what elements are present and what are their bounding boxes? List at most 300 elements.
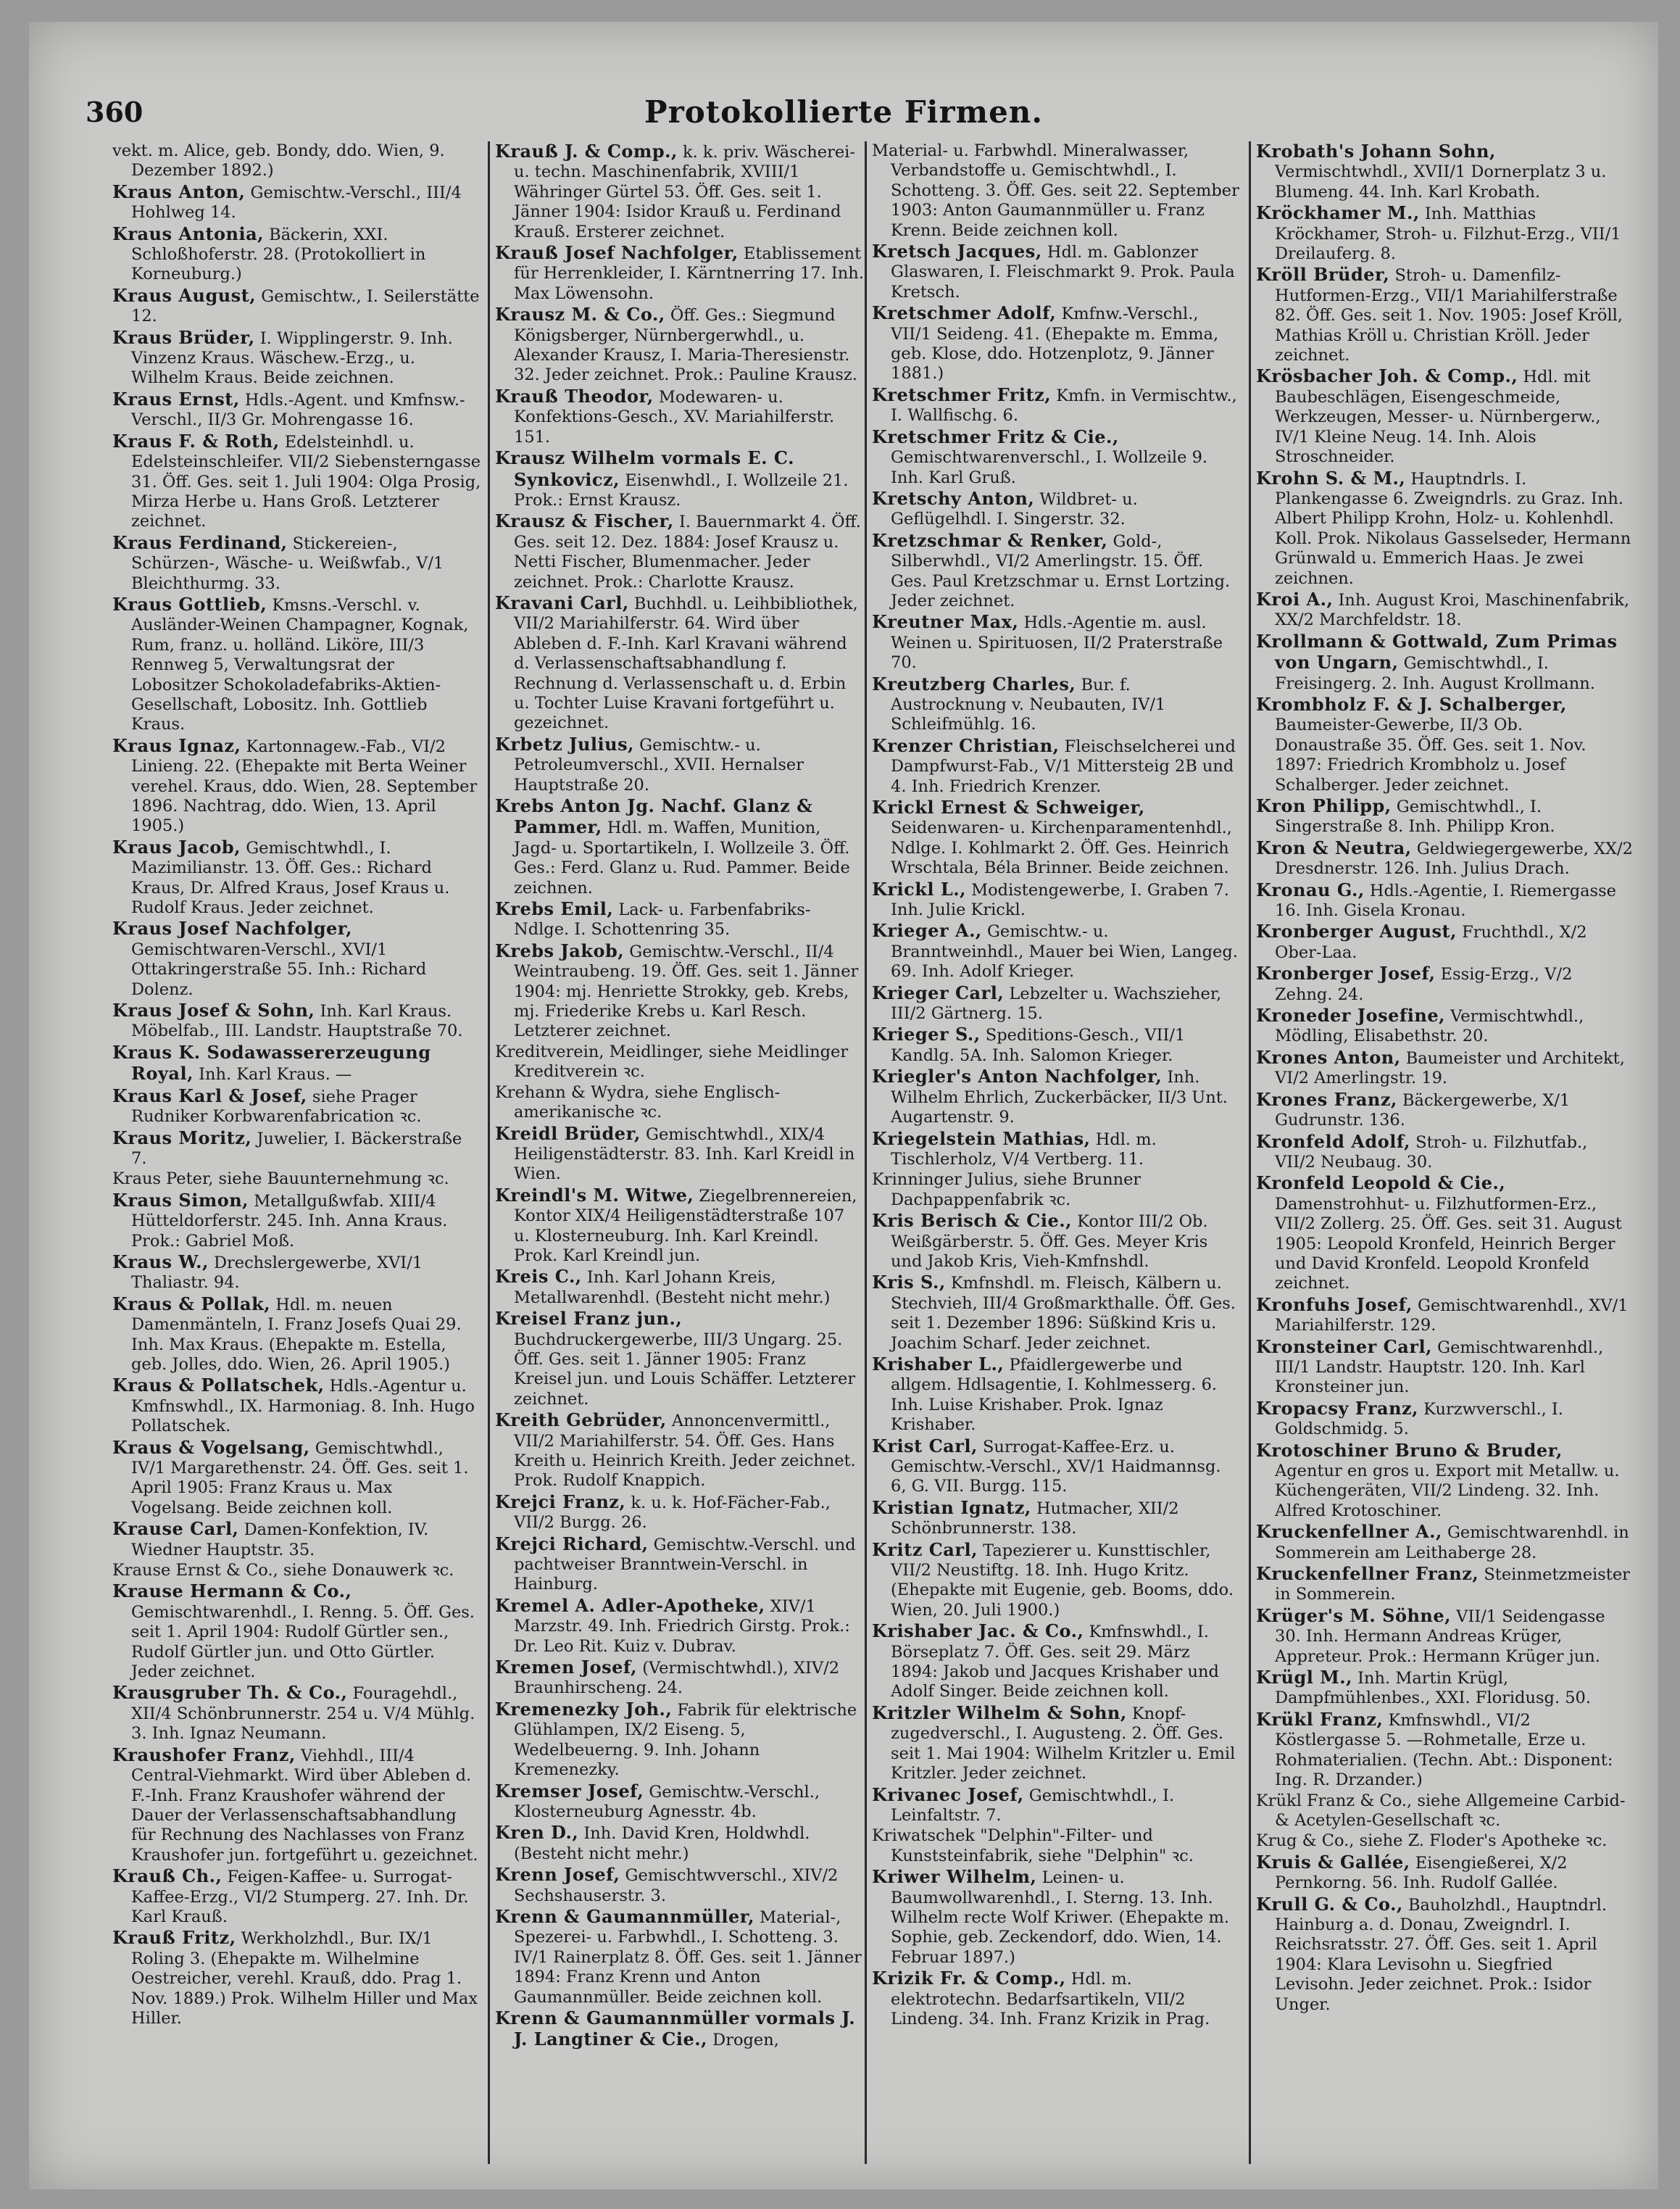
- firm-name: Kraus Josef & Sohn,: [112, 1000, 315, 1021]
- entry-details: Modewaren- u. Konfektions-Gesch., XV. Mariahilferstr. 151.: [514, 387, 835, 447]
- entry-details: Drogen,: [712, 2031, 779, 2050]
- firm-name: Kron & Neutra,: [1256, 837, 1412, 858]
- firm-name: Krebs Jakob,: [495, 940, 625, 961]
- entry-details: Stickereien-, Schürzen-, Wäsche- u. Weißwfab., V/1 Bleichthurmg. 33.: [131, 534, 444, 593]
- directory-entry: [495, 1823, 865, 1864]
- column-divider: [865, 141, 867, 2164]
- entry-details: Fouragehdl., XII/4 Schönbrunnerstr. 254 u. V/4 Mühlg. 3. Inh. Ignaz Neumann.: [131, 1684, 475, 1744]
- firm-name: Krull G. & Co.,: [1256, 1893, 1403, 1915]
- directory-entry: [1256, 880, 1633, 921]
- entry-details: Inh. Martin Krügl, Dampfmühlenbes., XXI. Floridusg. 50.: [1275, 1669, 1592, 1708]
- directory-entry: [112, 1519, 482, 1560]
- firm-name: Krishaber Jac. & Co.,: [872, 1620, 1084, 1642]
- entry-details: Kreditverein, Meidlinger, siehe Meidlinger Kreditverein ꝛc.: [495, 1042, 849, 1082]
- firm-name: Krauß J. & Comp.,: [495, 141, 678, 162]
- firm-name: Kritz Carl,: [872, 1538, 978, 1560]
- entry-details: Krükl Franz & Co., siehe Allgemeine Carbid- & Acetylen-Gesellschaft ꝛc.: [1256, 1791, 1626, 1830]
- directory-entry: [872, 427, 1242, 488]
- entry-details: I. Bauernmarkt 4. Öff. Ges. seit 12. Dez. 1884: Josef Krausz u. Netti Fischer, Blumenmacher. Jeder zeichnet. Prok.: Charlotte Krausz.: [514, 513, 861, 592]
- firm-name: Kreisel Franz jun.,: [495, 1308, 683, 1330]
- firm-name: Krishaber L.,: [872, 1353, 1005, 1375]
- entry-details: k. k. priv. Wäscherei- u. techn. Maschinenfabrik, XVIII/1 Währinger Gürtel 53. Öff. Ges. seit 1. Jänner 1904: Isidor Krauß u. Ferdinand Krauß. Ersterer zeichnet.: [514, 143, 855, 241]
- directory-entry: [495, 448, 865, 510]
- firm-name: Krügl M.,: [1256, 1667, 1352, 1688]
- directory-entry: [1256, 1173, 1633, 1293]
- directory-entry: [1256, 1667, 1633, 1709]
- entry-details: Seidenwaren- u. Kirchenparamentenhdl., Ndlge. I. Kohlmarkt 2. Öff. Ges. Heinrich Wrschtala, Béla Brinner. Beide zeichnen.: [891, 818, 1232, 878]
- entry-details: Gemischtwarenhdl., III/1 Landstr. Hauptstr. 120. Inh. Karl Kronsteiner jun.: [1275, 1338, 1604, 1397]
- entry-details: Speditions-Gesch., VII/1 Kandlg. 5A. Inh. Salomon Krieger.: [891, 1026, 1186, 1065]
- entry-details: Hauptndrls. I. Plankengasse 6. Zweigndrls. zu Graz. Inh. Albert Philipp Krohn, Holz- u. Kohlenhdl. Koll. Prok. Nikolaus Gasselseder, Hermann Grünwald u. Emmerich Haas. Je zwei zeichnen.: [1275, 469, 1631, 588]
- entry-details: Inh. David Kren, Holdwhdl. (Besteht nicht mehr.): [514, 1824, 810, 1863]
- directory-entry: [872, 1703, 1242, 1784]
- firm-name: Kronsteiner Carl,: [1256, 1335, 1432, 1357]
- firm-name: Krollmann & Gottwald, Zum Primas von Ungarn,: [1256, 630, 1618, 674]
- directory-entry: [872, 1498, 1242, 1539]
- entry-details: Buchdruckergewerbe, III/3 Ungarg. 25. Öff. Ges. seit 1. Jänner 1905: Franz Kreisel jun. und Louis Schäffer. Letzterer zeichnet.: [514, 1330, 856, 1409]
- entry-details: Gemischtwarenhdl., XV/1 Mariahilferstr. 129.: [1275, 1296, 1629, 1335]
- firm-name: Krebs Emil,: [495, 898, 614, 920]
- entry-details: Kmsns.-Verschl. v. Ausländer-Weinen Champagner, Kognak, Rum, franz. u. holländ. Liköre, III/3 Rennweg 5, Verwaltungsrat der Lobositzer Schokoladefabriks-Aktien-Gesellschaft, Lobositz. Inh. Gottlieb Kraus.: [131, 595, 469, 734]
- entry-details: Gemischtw.- u. Branntweinhdl., Mauer bei Wien, Langeg. 69. Inh. Adolf Krieger.: [891, 922, 1238, 982]
- directory-entry: [112, 1683, 482, 1744]
- firm-name: Kretschmer Fritz,: [872, 384, 1052, 405]
- entry-details: Gemischtw.-Verschl., III/4 Hohlweg 14.: [131, 183, 462, 223]
- directory-entry: [112, 1128, 482, 1169]
- entry-details: Material- u. Farbwhdl. Mineralwasser, Verbandstoffe u. Gemischtwhdl., I. Schotteng. 3. Öff. Ges. seit 22. September 1903: Anton Gaumannmüller u. Franz Krenn. Beide zeichnen koll.: [872, 141, 1239, 240]
- entry-details: Gemischtw.-Verschl. und pachtweiser Branntwein-Verschl. in Hainburg.: [514, 1535, 856, 1594]
- directory-entry: [112, 1561, 482, 1580]
- directory-entry: [1256, 141, 1633, 202]
- directory-entry: [872, 1436, 1242, 1497]
- entry-details: Hdls.-Agentie, I. Riemergasse 16. Inh. Gisela Kronau.: [1275, 881, 1616, 921]
- firm-name: Kravani Carl,: [495, 592, 629, 613]
- firm-name: Kriegelstein Mathias,: [872, 1127, 1091, 1149]
- firm-name: Krejci Richard,: [495, 1533, 649, 1554]
- directory-entry: [872, 736, 1242, 797]
- directory-entry: [495, 1083, 865, 1123]
- entry-details: Hdl. mit Baubeschlägen, Eisengeschmeide, Werkzeugen, Messer- u. Nürnbergerw., IV/1 Kleine Neug. 14. Inh. Alois Stroschneider.: [1275, 368, 1601, 467]
- directory-entry: [1256, 1441, 1633, 1522]
- directory-entry: [1256, 1606, 1633, 1667]
- entry-details: Gemischtwverschl., XIV/2 Sechshauserstr. 3.: [514, 1866, 839, 1905]
- entry-details: Kmfnw.-Verschl., VII/1 Seideng. 41. (Ehepakte m. Emma, geb. Klose, ddo. Hotzenplotz, 9. Jänner 1881.): [891, 304, 1219, 384]
- entry-details: Agentur en gros u. Export mit Metallw. u. Küchengeräten, VII/2 Lindeng. 32. Inh. Alfred Krotoschiner.: [1275, 1462, 1620, 1520]
- firm-name: Krüger's M. Söhne,: [1256, 1604, 1452, 1626]
- entry-details: Gemischtwhdl., I. Freisingerg. 2. Inh. August Krollmann.: [1275, 654, 1595, 693]
- directory-entry: [1256, 1048, 1633, 1089]
- entry-details: Baumeister-Gewerbe, II/3 Ob. Donaustraße 35. Öff. Ges. seit 1. Nov. 1897: Friedrich Krombholz u. Josef Schalberger. Jeder zeichnet.: [1275, 716, 1587, 795]
- column-1: [112, 141, 482, 2186]
- firm-name: Krösbacher Joh. & Comp.,: [1256, 365, 1518, 387]
- directory-entry: [1256, 838, 1633, 879]
- firm-name: Krobath's Johann Sohn,: [1256, 141, 1496, 162]
- entry-details: Fleischselcherei und Dampfwurst-Fab., V/1 Mittersteig 2B und 4. Inh. Friedrich Krenzer.: [891, 737, 1236, 796]
- firm-name: Krombholz F. & J. Schalberger,: [1256, 693, 1567, 715]
- firm-name: Kreindl's M. Witwe,: [495, 1184, 694, 1206]
- directory-entry: [872, 1621, 1242, 1702]
- directory-entry: [872, 1066, 1242, 1127]
- directory-entry: [112, 837, 482, 919]
- firm-name: Kruckenfellner A.,: [1256, 1521, 1442, 1543]
- entry-details: Material-, Spezerei- u. Farbwhdl., I. Schotteng. 3. IV/1 Rainerplatz 8. Öff. Ges. seit 1. Jänner 1894: Franz Krenn und Anton Gaumannmüller. Beide zeichnen koll.: [514, 1907, 862, 2007]
- entry-details: Hdl. m. Waffen, Munition, Jagd- u. Sportartikeln, I. Wollzeile 3. Öff. Ges.: Ferd. Glanz u. Rud. Pammer. Beide zeichnen.: [514, 818, 850, 898]
- firm-name: Krones Franz,: [1256, 1088, 1397, 1110]
- entry-details: Werkholzhdl., Bur. IX/1 Roling 3. (Ehepakte m. Wilhelmine Oestreicher, verehl. Krauß, ddo. Prag 1. Nov. 1889.) Prok. Wilhelm Hiller und Max Hiller.: [131, 1929, 478, 2028]
- entry-details: Kontor III/2 Ob. Weißgärberstr. 5. Öff. Ges. Meyer Kris und Jakob Kris, Vieh-Kmfnshdl.: [891, 1212, 1208, 1271]
- entry-details: Annoncenvermittl., VII/2 Mariahilferstr. 54. Öff. Ges. Hans Kreith u. Heinrich Kreith. Jeder zeichnet. Prok. Rudolf Knappich.: [514, 1412, 856, 1491]
- directory-entry: [112, 389, 482, 431]
- directory-entry: [872, 1129, 1242, 1170]
- directory-entry: [495, 1124, 865, 1185]
- entry-details: Inh. Karl Johann Kreis, Metallwarenhdl. (Besteht nicht mehr.): [514, 1268, 831, 1307]
- directory-entry: [112, 1438, 482, 1519]
- directory-entry: [872, 1272, 1242, 1354]
- firm-name: Kröll Brüder,: [1256, 264, 1390, 286]
- directory-entry: [1256, 1894, 1633, 2015]
- directory-entry: [872, 1170, 1242, 1210]
- firm-name: Kraus Ferdinand,: [112, 531, 288, 553]
- entry-details: Stroh- u. Damenfilz-Hutformen-Erzg., VII/1 Mariahilferstraße 82. Öff. Ges. seit 1. Nov. 1905: Josef Kröll, Mathias Kröll u. Christian Kröll. Jeder zeichnet.: [1275, 266, 1623, 365]
- entry-details: Edelsteinhdl. u. Edelsteinschleifer. VII/2 Siebensterngasse 31. Öff. Ges. seit 1. Juli 1904: Olga Prosig, Mirza Herbe u. Hans Groß. Letzterer zeichnet.: [131, 432, 481, 531]
- directory-entry: [1256, 921, 1633, 963]
- directory-entry: [112, 1375, 482, 1436]
- firm-name: Krausgruber Th. & Co.,: [112, 1682, 348, 1704]
- column-3: [872, 141, 1242, 2186]
- firm-name: Krotoschiner Bruno & Bruder,: [1256, 1439, 1563, 1461]
- entry-details: k. u. k. Hof-Fächer-Fab., VII/2 Burgg. 26.: [514, 1493, 831, 1533]
- firm-name: Krauß Fritz,: [112, 1927, 236, 1949]
- firm-name: Krause Hermann & Co.,: [112, 1580, 352, 1602]
- directory-entry: [872, 879, 1242, 921]
- firm-name: Krausz Wilhelm vormals E. C. Synkovicz,: [495, 447, 794, 490]
- entry-details: Gemischtwhdl., IV/1 Margarethenstr. 24. Öff. Ges. seit 1. April 1905: Franz Kraus u. Max Vogelsang. Beide zeichnen koll.: [131, 1438, 469, 1517]
- directory-entry: [112, 533, 482, 594]
- entry-details: Kurzwverschl., I. Goldschmidg. 5.: [1275, 1399, 1563, 1439]
- directory-entry: [1256, 1006, 1633, 1047]
- directory-entry: [872, 612, 1242, 673]
- firm-name: Kron Philipp,: [1256, 795, 1392, 816]
- firm-name: Kren D.,: [495, 1822, 579, 1844]
- firm-name: Krickl Ernest & Schweiger,: [872, 797, 1145, 818]
- firm-name: Krivanec Josef,: [872, 1783, 1024, 1805]
- directory-entry: [872, 141, 1242, 241]
- entry-details: Krehann & Wydra, siehe Englisch-amerikanische ꝛc.: [495, 1082, 781, 1122]
- entry-details: Vermischtwhdl., Mödling, Elisabethstr. 20.: [1275, 1007, 1584, 1046]
- entry-details: Eisenwhdl., I. Wollzeile 21. Prok.: Ernst Krausz.: [514, 471, 849, 510]
- firm-name: Kraus K. Sodawassererzeugung Royal,: [112, 1041, 431, 1085]
- directory-entry: [112, 594, 482, 735]
- column-4: [1256, 141, 1633, 2186]
- directory-entry: [1256, 265, 1633, 365]
- entry-details: I. Wipplingerstr. 9. Inh. Vinzenz Kraus. Wäschew.-Erzg., u. Wilhelm Kraus. Beide zeichnen.: [131, 328, 453, 388]
- directory-entry: [872, 1968, 1242, 2029]
- firm-name: Kraus Karl & Josef,: [112, 1085, 307, 1106]
- directory-entry: [1256, 796, 1633, 837]
- entry-details: Gemischtw.- u. Petroleumverschl., XVII. Hernalser Hauptstraße 20.: [514, 735, 804, 795]
- directory-entry: [112, 1252, 482, 1293]
- directory-entry: [872, 797, 1242, 879]
- entry-details: Tapezierer u. Kunsttischler, VII/2 Neustiftg. 18. Inh. Hugo Kritz. (Ehepakte mit Eugenie, geb. Booms, ddo. Wien, 20. Juli 1900.): [891, 1541, 1234, 1620]
- directory-entry: [872, 531, 1242, 612]
- firm-name: Krones Anton,: [1256, 1046, 1401, 1068]
- entry-details: (Vermischtwhdl.), XIV/2 Braunhirscheng. 24.: [514, 1659, 840, 1698]
- entry-details: Lebzelter u. Wachszieher, III/2 Gärtnerg. 15.: [891, 984, 1222, 1024]
- directory-entry: [1256, 1709, 1633, 1791]
- firm-name: Kronberger Josef,: [1256, 963, 1436, 985]
- firm-name: Kraus Anton,: [112, 181, 246, 202]
- entry-details: Gemischtw.-Verschl., II/4 Weintraubeng. 19. Öff. Ges. seit 1. Jänner 1904: mj. Henriette Strokky, geb. Krebs, mj. Friederike Krebs u. Karl Resch. Letzterer zeichnet.: [514, 942, 859, 1041]
- column-divider: [488, 141, 490, 2164]
- directory-entry: [872, 1867, 1242, 1968]
- firm-name: Kreutner Max,: [872, 611, 1019, 633]
- directory-entry: [1256, 1564, 1633, 1605]
- firm-name: Kraus Moritz,: [112, 1127, 252, 1148]
- directory-entry: [112, 286, 482, 327]
- directory-entry: [1256, 203, 1633, 264]
- entry-details: Bäckergewerbe, X/1 Gudrunstr. 136.: [1275, 1090, 1571, 1130]
- firm-name: Kretschmer Adolf,: [872, 302, 1057, 324]
- entry-details: Viehhdl., III/4 Central-Viehmarkt. Wird über Ableben d. F.-Inh. Franz Kraushofer während der Dauer der Verlassenschaftsabhandlung für Rechnung des Nachlasses von Franz Kraushofer jun. fortgeführt u. gezeichnet.: [131, 1746, 478, 1865]
- directory-entry: [495, 941, 865, 1042]
- directory-entry: [112, 1000, 482, 1042]
- directory-entry: [112, 431, 482, 532]
- entry-details: Gemischtwarenverschl., I. Wollzeile 9. Inh. Karl Gruß.: [891, 448, 1208, 487]
- entry-details: Eisengießerei, X/2 Pernkorng. 56. Inh. Rudolf Gallée.: [1275, 1853, 1568, 1893]
- firm-name: Kraus W.,: [112, 1251, 209, 1272]
- firm-name: Kruckenfellner Franz,: [1256, 1563, 1479, 1585]
- firm-name: Kris S.,: [872, 1272, 946, 1293]
- entry-details: Gemischtwarenhdl. in Sommerein am Leithaberge 28.: [1275, 1523, 1629, 1562]
- firm-name: Krbetz Julius,: [495, 733, 634, 755]
- directory-entry: [872, 303, 1242, 384]
- entry-details: Hdls.-Agentie m. ausl. Weinen u. Spirituosen, II/2 Praterstraße 70.: [891, 613, 1223, 673]
- entry-details: Damenstrohhut- u. Filzhutformen-Erz., VII/2 Zollerg. 25. Öff. Ges. seit 31. August 1905: Leopold Kronfeld, Heinrich Berger und David Kronfeld. Leopold Kronfeld zeichnet.: [1275, 1194, 1622, 1293]
- firm-name: Kremser Josef,: [495, 1780, 644, 1802]
- directory-entry: [872, 1785, 1242, 1826]
- entry-details: Pfaidlergewerbe und allgem. Hdlsagentie, I. Kohlmesserg. 6. Inh. Luise Krishaber. Prok. Ignaz Krishaber.: [891, 1355, 1218, 1435]
- firm-name: Kraus Brüder,: [112, 326, 255, 348]
- entry-details: Gemischtwaren-Verschl., XVI/1 Ottakringerstraße 55. Inh.: Richard Dolenz.: [131, 940, 427, 999]
- firm-name: Kritzler Wilhelm & Sohn,: [872, 1702, 1127, 1723]
- entry-details: Gemischtwhdl., I. Mazimilianstr. 13. Öff. Ges.: Richard Kraus, Dr. Alfred Kraus, Josef Kraus u. Rudolf Kraus. Jeder zeichnet.: [131, 838, 450, 918]
- firm-name: Krauß Ch.,: [112, 1865, 223, 1887]
- firm-name: Kriegler's Anton Nachfolger,: [872, 1066, 1163, 1087]
- firm-name: Kraus Gottlieb,: [112, 593, 267, 615]
- directory-entry: [112, 1043, 482, 1085]
- firm-name: Krenn & Gaumannmüller,: [495, 1905, 754, 1927]
- firm-name: Kraus Ernst,: [112, 388, 240, 410]
- firm-name: Kröckhamer M.,: [1256, 202, 1420, 224]
- directory-entry: [112, 1581, 482, 1682]
- directory-entry: [112, 182, 482, 223]
- entry-details: Kmfnshdl. m. Fleisch, Kälbern u. Stechvieh, III/4 Großmarkthalle. Öff. Ges. seit 1. Dezember 1896: Süßkind Kris u. Joachim Scharf. Jeder zeichnet.: [891, 1274, 1236, 1353]
- directory-entry: [495, 593, 865, 734]
- firm-name: Krausz & Fischer,: [495, 510, 674, 532]
- entry-details: Baumeister und Architekt, VI/2 Amerlingstr. 19.: [1275, 1048, 1625, 1088]
- directory-page: [29, 22, 1658, 2189]
- entry-details: Inh. Karl Kraus. —: [199, 1065, 352, 1085]
- entry-details: Krinninger Julius, siehe Brunner Dachpappenfabrik ꝛc.: [872, 1170, 1142, 1209]
- entry-details: VII/1 Seidengasse 30. Inh. Hermann Andreas Krüger, Appreteur. Prok.: Hermann Krüger jun.: [1275, 1607, 1605, 1666]
- entry-details: Hdl. m. elektrotechn. Bedarfsartikeln, VII/2 Lindeng. 34. Inh. Franz Krizik in Prag.: [891, 1970, 1210, 2028]
- entry-details: Gold-, Silberwhdl., VI/2 Amerlingstr. 15. Öff. Ges. Paul Kretzschmar u. Ernst Lortzing. Jeder zeichnet.: [891, 531, 1231, 610]
- entry-details: Gemischtwhdl., XIX/4 Heiligenstädterstr. 83. Inh. Karl Kreidl in Wien.: [514, 1124, 855, 1184]
- entry-details: Stroh- u. Filzhutfab., VII/2 Neubaug. 30.: [1275, 1132, 1588, 1172]
- entry-details: Ziegelbrennereien, Kontor XIX/4 Heiligenstädterstraße 107 u. Klosterneuburg. Inh. Karl Kreindl. Prok. Karl Kreindl jun.: [514, 1186, 857, 1265]
- firm-name: Kremel A. Adler-Apotheke,: [495, 1594, 765, 1616]
- entry-details: Knopf-zugedverschl., I. Augusteng. 2. Öff. Ges. seit 1. Mai 1904: Wilhelm Kritzler u. Emil Kritzler. Jeder zeichnet.: [891, 1704, 1236, 1783]
- page-title: Protokollierte Firmen.: [644, 94, 1043, 130]
- entry-details: Bur. f. Austrocknung v. Neubauten, IV/1 Schleifmühlg. 16.: [891, 675, 1166, 734]
- column-2: [495, 141, 865, 2186]
- entry-details: Gemischtwhdl., I. Singerstraße 8. Inh. Philipp Kron.: [1275, 797, 1555, 837]
- firm-name: Kraus & Pollatschek,: [112, 1375, 325, 1396]
- entry-details: Kmfnswhdl., VI/2 Köstlergasse 5. —Rohmetalle, Erze u. Rohmaterialien. (Techn. Abt.: Disponent: Ing. R. Drzander.): [1275, 1710, 1613, 1790]
- directory-entry: [495, 1309, 865, 1409]
- entry-details: Bauholzhdl., Hauptndrl. Hainburg a. d. Donau, Zweigndrl. I. Reichsratsstr. 27. Öff. Ges. seit 1. April 1904: Klara Levisohn u. Siegfried Levisohn. Jeder zeichnet. Prok.: Isidor Unger.: [1275, 1895, 1608, 2014]
- directory-entry: [495, 1492, 865, 1533]
- page-number: 360: [86, 96, 144, 128]
- directory-entry: [872, 1826, 1242, 1866]
- entry-details: Fruchthdl., X/2 Ober-Laa.: [1275, 923, 1587, 962]
- entry-details: Steinmetzmeister in Sommerein.: [1275, 1565, 1630, 1604]
- firm-name: Krausz M. & Co.,: [495, 304, 665, 326]
- firm-name: Kretzschmar & Renker,: [872, 529, 1108, 551]
- firm-name: Krieger Carl,: [872, 982, 1005, 1003]
- entry-details: Hdls.-Agent. und Kmfnsw.-Verschl., II/3 Gr. Mohrengasse 16.: [131, 390, 465, 430]
- directory-entry: [495, 511, 865, 592]
- entry-details: Inh. Karl Kraus. Möbelfab., III. Landstr. Hauptstraße 70.: [131, 1002, 463, 1041]
- directory-entry: [1256, 1852, 1633, 1894]
- firm-name: Kropacsy Franz,: [1256, 1397, 1419, 1419]
- directory-entry: [112, 1928, 482, 2028]
- entry-details: Kmfn. in Vermischtw., I. Wallfischg. 6.: [891, 386, 1237, 426]
- entry-details: Gemischtwarenhdl., I. Renng. 5. Öff. Ges. seit 1. April 1904: Rudolf Gürtler sen., Rudolf Gürtler jun. und Otto Gürtler. Jeder zeichnet.: [131, 1602, 475, 1682]
- firm-name: Krejci Franz,: [495, 1491, 626, 1512]
- firm-name: Kraus & Vogelsang,: [112, 1436, 310, 1458]
- directory-entry: [872, 241, 1242, 302]
- entry-details: Leinen- u. Baumwollwarenhdl., I. Sterng. 13. Inh. Wilhelm recte Wolf Kriwer. (Ehepakte m. Sophie, geb. Zeckendorf, ddo. Wien, 14. Februar 1897.): [891, 1868, 1229, 1967]
- directory-entry: [1256, 1831, 1633, 1851]
- firm-name: Krieger S.,: [872, 1024, 981, 1045]
- firm-name: Krickl L.,: [872, 878, 966, 900]
- entry-details: Drechslergewerbe, XVI/1 Thaliastr. 94.: [131, 1253, 423, 1293]
- directory-entry: [872, 1540, 1242, 1621]
- entry-details: Krause Ernst & Co., siehe Donauwerk ꝛc.: [112, 1561, 454, 1580]
- directory-entry: [1256, 1337, 1633, 1398]
- directory-entry: [1256, 589, 1633, 631]
- entry-details: Lack- u. Farbenfabriks-Ndlge. I. Schottenring 35.: [514, 900, 811, 940]
- entry-details: Kmfnswhdl., I. Börseplatz 7. Öff. Ges. seit 29. März 1894: Jakob und Jacques Krishaber und Adolf Singer. Beide zeichnen koll.: [891, 1622, 1219, 1702]
- directory-entry: [495, 734, 865, 795]
- directory-entry: [112, 1190, 482, 1251]
- directory-entry: [112, 328, 482, 389]
- entry-details: siehe Prager Rudniker Korbwarenfabrication ꝛc.: [131, 1087, 422, 1127]
- entry-details: Metallgußwfab. XIII/4 Hütteldorferstr. 245. Inh. Anna Kraus. Prok.: Gabriel Moß.: [131, 1191, 448, 1251]
- directory-entry: [1256, 631, 1633, 694]
- directory-entry: [495, 2008, 865, 2051]
- entry-details: Inh. Wilhelm Ehrlich, Zuckerbäcker, II/3 Unt. Augartenstr. 9.: [891, 1068, 1228, 1127]
- directory-entry: [112, 1169, 482, 1189]
- directory-entry: [495, 141, 865, 242]
- entry-details: vekt. m. Alice, geb. Bondy, ddo. Wien, 9. Dezember 1892.): [112, 141, 445, 181]
- directory-entry: [1256, 963, 1633, 1005]
- directory-entry: [1256, 1132, 1633, 1173]
- firm-name: Kroi A.,: [1256, 588, 1334, 610]
- firm-name: Kraus Ignaz,: [112, 734, 241, 756]
- directory-entry: [872, 489, 1242, 530]
- entry-details: Essig-Erzg., V/2 Zehng. 24.: [1275, 965, 1573, 1004]
- entry-details: XIV/1 Marzstr. 49. Inh. Friedrich Girstg. Prok.: Dr. Leo Rit. Kuiz v. Dubrav.: [514, 1596, 850, 1656]
- firm-name: Kraus F. & Roth,: [112, 430, 280, 452]
- firm-name: Kronau G.,: [1256, 879, 1365, 900]
- directory-entry: [495, 1596, 865, 1657]
- entry-details: Fabrik für elektrische Glühlampen, IX/2 Eiseng. 5, Wedelbeuerng. 9. Inh. Johann Kremenezky.: [514, 1700, 857, 1780]
- entry-details: Gemischtw., I. Seilerstätte 12.: [131, 286, 480, 326]
- entry-details: Gemischtwhdl., I. Leinfaltstr. 7.: [891, 1786, 1175, 1825]
- firm-name: Kronfeld Leopold & Cie.,: [1256, 1172, 1506, 1194]
- firm-name: Kraus Jacob,: [112, 836, 241, 858]
- firm-name: Krizik Fr. & Comp.,: [872, 1968, 1066, 1989]
- directory-entry: [872, 983, 1242, 1024]
- firm-name: Kraushofer Franz,: [112, 1744, 296, 1765]
- entry-details: Vermischtwhdl., XVII/1 Dornerplatz 3 u. Blumeng. 44. Inh. Karl Krobath.: [1275, 162, 1607, 202]
- directory-entry: [495, 1267, 865, 1308]
- entry-details: Modistengewerbe, I. Graben 7. Inh. Julie Krickl.: [891, 880, 1229, 920]
- firm-name: Kremenezky Joh.,: [495, 1698, 673, 1720]
- firm-name: Kristian Ignatz,: [872, 1496, 1031, 1518]
- firm-name: Krauß Josef Nachfolger,: [495, 242, 739, 264]
- entry-details: Kraus Peter, siehe Bauunternehmung ꝛc.: [112, 1169, 449, 1189]
- directory-entry: [872, 1211, 1242, 1272]
- directory-entry: [495, 386, 865, 447]
- entry-details: Feigen-Kaffee- u. Surrogat-Kaffee-Erzg., VI/2 Stumperg. 27. Inh. Dr. Karl Krauß.: [131, 1868, 469, 1926]
- firm-name: Kretsch Jacques,: [872, 241, 1042, 262]
- directory-entry: [495, 1185, 865, 1267]
- directory-entry: [112, 736, 482, 837]
- firm-name: Kretschmer Fritz & Cie.,: [872, 426, 1119, 447]
- firm-name: Kraus Josef Nachfolger,: [112, 918, 352, 940]
- directory-entry: [495, 899, 865, 940]
- entry-details: Bäckerin, XXI. Schloßhoferstr. 28. (Protokolliert in Korneuburg.): [131, 225, 426, 284]
- directory-entry: [495, 1865, 865, 1906]
- firm-name: Kraus & Pollak,: [112, 1293, 271, 1314]
- entry-details: Surrogat-Kaffee-Erz. u. Gemischtw.-Verschl., XV/1 Haidmannsg. 6, G. VII. Burgg. 115.: [891, 1437, 1221, 1496]
- entry-details: Buchhdl. u. Leihbibliothek, VII/2 Mariahilferstr. 64. Wird über Ableben d. F.-Inh. Karl Kravani während d. Verlassenschaftsabhandlung f. Rechnung d. Verlassenschaft u. d. Erbin u. Tochter Luise Kravani fortgeführt u. gezeichnet.: [514, 594, 858, 733]
- entry-details: Inh. Matthias Kröckhamer, Stroh- u. Filzhut-Erzg., VII/1 Dreilauferg. 8.: [1275, 204, 1621, 264]
- entry-details: Kriwatschek "Delphin"-Filter- und Kunststeinfabrik, siehe "Delphin" ꝛc.: [872, 1826, 1194, 1865]
- firm-name: Kretschy Anton,: [872, 487, 1035, 509]
- firm-name: Kriwer Wilhelm,: [872, 1866, 1037, 1888]
- entry-details: Kartonnagew.-Fab., VI/2 Linieng. 22. (Ehepakte mit Berta Weiner verehel. Kraus, ddo. Wien, 28. September 1896. Nachtrag, ddo. Wien, 13. April 1905.): [131, 737, 478, 836]
- directory-entry: [872, 385, 1242, 426]
- directory-entry: [1256, 695, 1633, 795]
- entry-details: Krug & Co., siehe Z. Floder's Apotheke ꝛc.: [1256, 1831, 1608, 1851]
- firm-name: Kreis C.,: [495, 1266, 582, 1288]
- firm-name: Kremen Josef,: [495, 1657, 638, 1678]
- directory-entry: [112, 1294, 482, 1375]
- firm-name: Krükl Franz,: [1256, 1708, 1384, 1730]
- directory-entry: [1256, 1295, 1633, 1336]
- directory-entry: [112, 1086, 482, 1127]
- directory-entry: [1256, 366, 1633, 467]
- directory-entry: [1256, 1090, 1633, 1131]
- firm-name: Krebs Anton Jg. Nachf. Glanz & Pammer,: [495, 795, 813, 838]
- firm-name: Kronfuhs Josef,: [1256, 1293, 1413, 1315]
- directory-entry: [112, 919, 482, 1000]
- entry-details: Damen-Konfektion, IV. Wiedner Hauptstr. 35.: [131, 1520, 429, 1559]
